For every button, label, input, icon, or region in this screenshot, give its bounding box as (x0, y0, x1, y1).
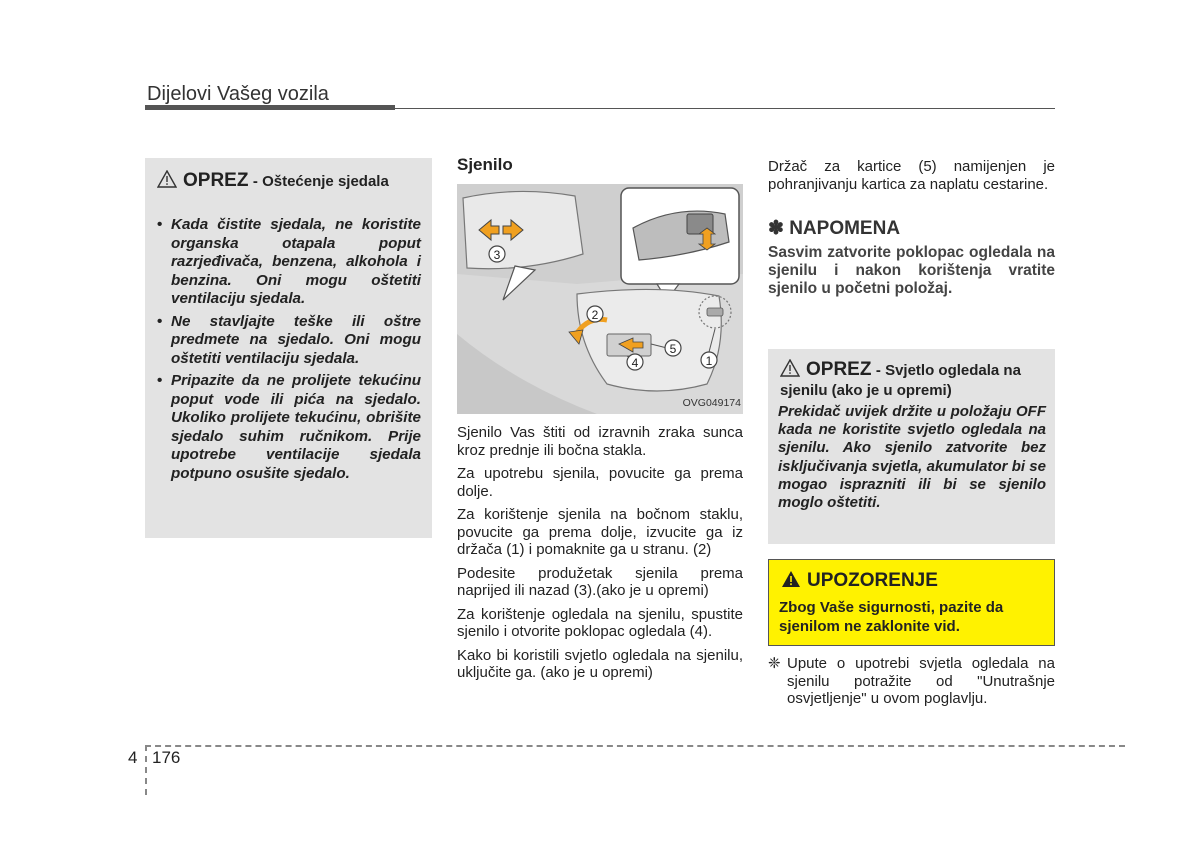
note-heading (768, 217, 1055, 240)
callout-1 (701, 352, 717, 368)
body-paragraph: Za upotrebu sjenila, povucite ga prema dolje. (457, 465, 743, 500)
warning-triangle-icon (781, 570, 801, 588)
body-paragraph: Za korištenje ogledala na sjenilu, spustite sjenilo i otvorite poklopac ogledala (4). (457, 605, 743, 640)
asterisk-icon: ✽ (768, 218, 784, 239)
body-paragraph: Kako bi koristili svjetlo ogledala na sjenilu, uključite ga. (ako je u opremi) (457, 646, 743, 681)
caution-text: Prekidač uvijek držite u položaju OFF kada ne koristite svjetlo ogledala na sjenilu. Ako sjenilo zatvorite bez isključivanja svjetla, akumulator bi se mogao isprazniti ili bi se sjenilo moglo oštetiti. (778, 403, 1046, 512)
caution-list (157, 216, 421, 487)
svg-text:3: 3 (493, 248, 501, 262)
svg-text:1: 1 (705, 354, 713, 368)
caution-item: • Kada čistite sjedala, ne koristite organska otapala poput razrjeđivača, benzena, alkohola i benzina. Oni mogu oštetiti ventilaciju sjedala. (157, 216, 421, 309)
svg-text:4: 4 (631, 356, 639, 370)
caution-subtitle: - Svjetlo ogledala na sjenilu (ako je u opremi) (780, 362, 1021, 399)
caution-heading (157, 170, 422, 192)
sunvisor-heading: Sjenilo (457, 155, 513, 174)
body-paragraph: Podesite produžetak sjenila prema naprijed ili nazad (3).(ako je u opremi) (457, 564, 743, 599)
callout-5 (665, 340, 681, 356)
warning-triangle-icon (157, 170, 177, 188)
warning-box (768, 559, 1055, 646)
note-title: NAPOMENA (789, 218, 901, 239)
figure-code: OVG049174 (682, 397, 741, 409)
footer-divider (145, 745, 147, 795)
caution-item: • Pripazite da ne prolijete tekućinu poput vode ili pića na sjedalo. Ukoliko prolijete tekućinu, obrišite sjedalo suhim ručnikom. Prije upotrebe ventilacije sjedala potpuno osušite sjedalo. (157, 372, 421, 483)
caution-title: OPREZ (806, 359, 872, 380)
caution-box-mirror-light (768, 349, 1055, 544)
header-bar (145, 105, 395, 110)
card-holder-text: Držač za kartice (5) namijenjen je pohranjivanju kartica za naplatu cestarine. (768, 158, 1055, 193)
caution-item: • Ne stavljajte teške ili oštre predmete na sjedalo. Oni mogu oštetiti ventilaciju sjedala. (157, 313, 421, 369)
reference-note (768, 655, 1055, 708)
warning-title: UPOZORENJE (807, 570, 938, 591)
page-number: 176 (152, 748, 181, 767)
callout-2 (587, 306, 603, 322)
caution-title: OPREZ (183, 170, 249, 191)
callout-3 (489, 246, 505, 262)
header-rule (395, 108, 1055, 109)
section-title: Dijelovi Vašeg vozila (147, 83, 329, 105)
body-paragraph: Za korištenje sjenila na bočnom staklu, povucite ga prema dolje, izvucite ga iz držača (1) i pomaknite ga u stranu. (2) (457, 506, 743, 558)
warning-heading (781, 570, 938, 592)
warning-text: Zbog Vaše sigurnosti, pazite da sjenilom ne zaklonite vid. (779, 599, 1004, 635)
svg-text:5: 5 (669, 342, 677, 356)
caution-box-seats (145, 158, 432, 538)
reference-text: Upute o upotrebi svjetla ogledala na sjenilu potražite od "Unutrašnje osvjetljenje" u ovom poglavlju. (787, 655, 1055, 707)
callout-4 (627, 354, 643, 370)
caution-heading (780, 359, 1050, 401)
sunvisor-section (457, 155, 743, 682)
caution-subtitle: - Oštećenje sjedala (252, 173, 389, 190)
right-column (768, 158, 1055, 298)
chapter-number: 4 (128, 748, 138, 767)
body-paragraph: Sjenilo Vas štiti od izravnih zraka sunca kroz prednje ili bočna stakla. (457, 424, 743, 459)
sunvisor-illustration (457, 184, 743, 414)
footer-rule (145, 745, 1125, 747)
note-text: Sasvim zatvorite poklopac ogledala na sjenilu i nakon korištenja vratite sjenilo u početni položaj. (768, 244, 1055, 297)
warning-triangle-icon (780, 359, 800, 377)
svg-text:2: 2 (591, 308, 599, 322)
reference-symbol-icon: ❈ (768, 655, 781, 672)
